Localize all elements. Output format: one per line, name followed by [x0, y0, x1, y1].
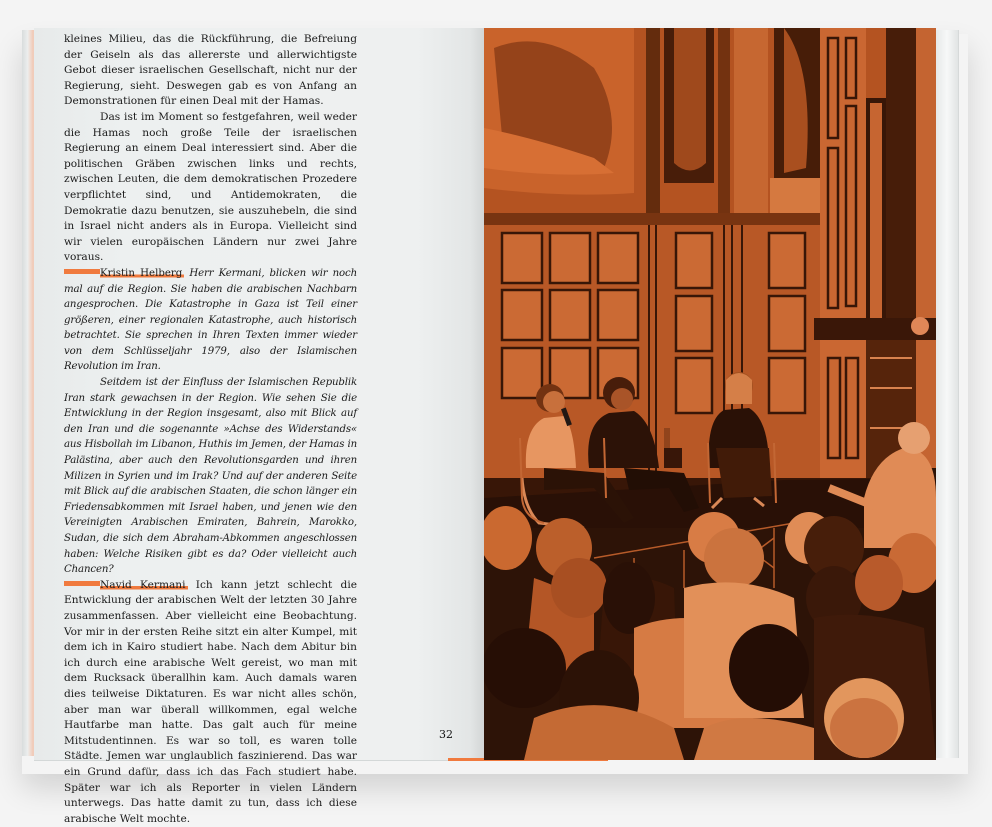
body-text-column [64, 32, 357, 827]
answer-text: Ich kann jetzt schlecht die Entwicklung der arabischen Welt der letzten 30 Jahre zusammenfassen. Aber vielleicht eine Beobachtung. Vor mir in der ersten Reihe sitzt ein alter Kumpel, mit dem ich in Kairo studiert habe. Nach dem Abitur bin ich durch eine arabische Welt gereist, wo man mit dem Rucksack überallhin kam. Auch damals waren dies teilweise Diktaturen. Es war nicht alles schön, aber man war überall willkommen, egal welche Hautfarbe man hatte. Das galt auch für meine Mitstudentinnen. Es war so toll, es waren tolle Städte. Jemen war unglaublich faszinierend. Das war ein Grund dafür, dass ich das Fach studiert habe. Später war ich als Reporter in vielen Ländern unterwegs. Das hatte damit zu tun, dass ich diese arabische Welt mochte. [64, 578, 357, 825]
speaker-marker [64, 581, 100, 586]
open-book [22, 28, 968, 825]
right-page-photo [484, 28, 936, 760]
question-text: Herr Kermani, blicken wir noch mal auf die Region. Sie haben die arabischen Nachbarn angesprochen. Die Katastrophe in Gaza ist Teil einer größeren, einer regionalen Katastrophe, auch historisch betrachtet. Sie sprechen in Ihren Texten immer wieder von dem Schlüsseljahr 1979, also der Islamischen Revolution im Iran. [64, 267, 358, 373]
panel-discussion-photo [484, 28, 936, 760]
speaker-marker [64, 269, 100, 274]
speaker-name: Kristin Helberg [100, 267, 183, 279]
speaker-name: Navid Kermani [100, 578, 186, 591]
paragraph-1: kleines Milieu, das die Rückführung, die Befreiung der Geiseln als das allererste und allerwichtigste Gebot dieser israelischen Gesellschaft, nicht nur der Regierung, sieht. Deswegen gab es von Anfang an Demonstrationen für einen Deal mit der Hamas. [64, 33, 357, 108]
question-kristin-helberg [64, 266, 357, 375]
left-page [34, 28, 484, 825]
right-page-edges [936, 30, 959, 758]
paragraph-2: Das ist im Moment so festgefahren, weil weder die Hamas noch große Teile der israelischen Regierung an einem Deal interessiert sind. Aber die politischen Gräben zwischen links und rechts, zwischen Leuten, die dem demokratischen Prozedere verpflichtet sind, und Antidemokraten, die Demokratie dazu benutzen, sie auszuhebeln, die sind in Israel nicht anders als in Europa. Vielleicht sind wir vielen europäischen Ländern nur zwei Jahre voraus. [64, 110, 357, 264]
question-continued: Seitdem ist der Einfluss der Islamischen Republik Iran stark gewachsen in der Region. Wie sehen Sie die Entwicklung in der Region insgesamt, also mit Blick auf den Iran und die sogenannte »Achse des Widerstands« aus Hisbollah im Libanon, Huthis im Jemen, der Hamas in Palästina, aber auch den Revolutionsgarden und ihren Milizen in Syrien und im Irak? Und auf der anderen Seite mit Blick auf die arabischen Staaten, die schon länger ein Friedensabkommen mit Israel haben, und jenen wie den Vereinigten Arabischen Emiraten, Bahrein, Marokko, Sudan, die sich dem Abraham-Abkommen angeschlossen haben: Welche Risiken gibt es da? Oder vielleicht auch Chancen? [64, 377, 357, 576]
answer-navid-kermani [64, 578, 357, 827]
gutter-shadow [470, 28, 484, 760]
page-number: 32 [439, 728, 453, 741]
